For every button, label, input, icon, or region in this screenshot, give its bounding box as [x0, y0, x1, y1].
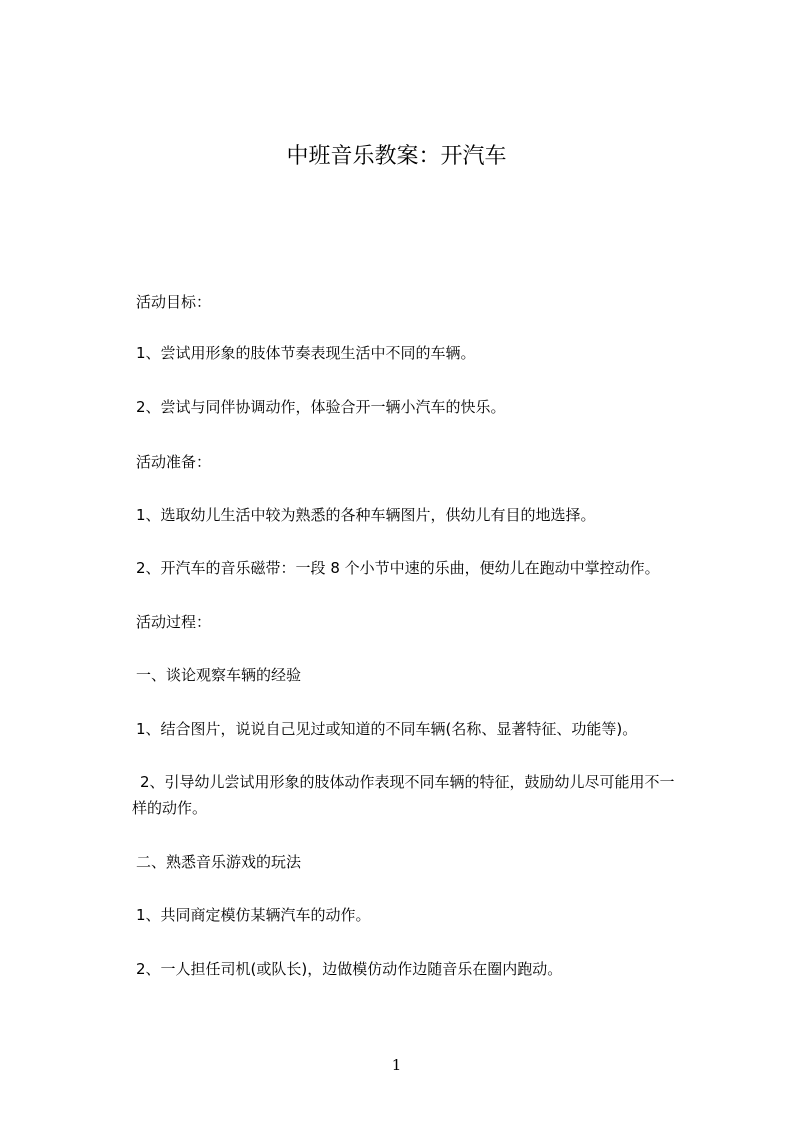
paragraph: 1、共同商定模仿某辆汽车的动作。	[136, 906, 371, 924]
paragraph: 2、一人担任司机(或队长)，边做模仿动作边随音乐在圈内跑动。	[136, 960, 563, 978]
section-heading-preparation: 活动准备：	[136, 453, 212, 471]
paragraph: 1、结合图片，说说自己见过或知道的不同车辆(名称、显著特征、功能等)。	[136, 720, 638, 738]
page-number: 1	[391, 1056, 402, 1074]
section-heading-process: 活动过程：	[136, 613, 212, 631]
paragraph-line: 2、引导幼儿尝试用形象的肢体动作表现不同车辆的特征，鼓励幼儿尽可能用不一	[140, 773, 675, 791]
paragraph-line-continued: 样的动作。	[132, 799, 208, 817]
paragraph: 1、选取幼儿生活中较为熟悉的各种车辆图片，供幼儿有目的地选择。	[136, 506, 596, 524]
paragraph-wrapped	[132, 769, 720, 821]
paragraph: 2、开汽车的音乐磁带：一段 8 个小节中速的乐曲，便幼儿在跑动中掌控动作。	[136, 559, 660, 577]
subsection-heading: 一、谈论观察车辆的经验	[136, 666, 302, 684]
section-heading-goals: 活动目标：	[136, 293, 212, 311]
paragraph: 2、尝试与同伴协调动作，体验合开一辆小汽车的快乐。	[136, 398, 506, 416]
subsection-heading: 二、熟悉音乐游戏的玩法	[136, 853, 302, 871]
paragraph: 1、尝试用形象的肢体节奏表现生活中不同的车辆。	[136, 344, 476, 362]
page-title: 中班音乐教案：开汽车	[286, 144, 507, 169]
